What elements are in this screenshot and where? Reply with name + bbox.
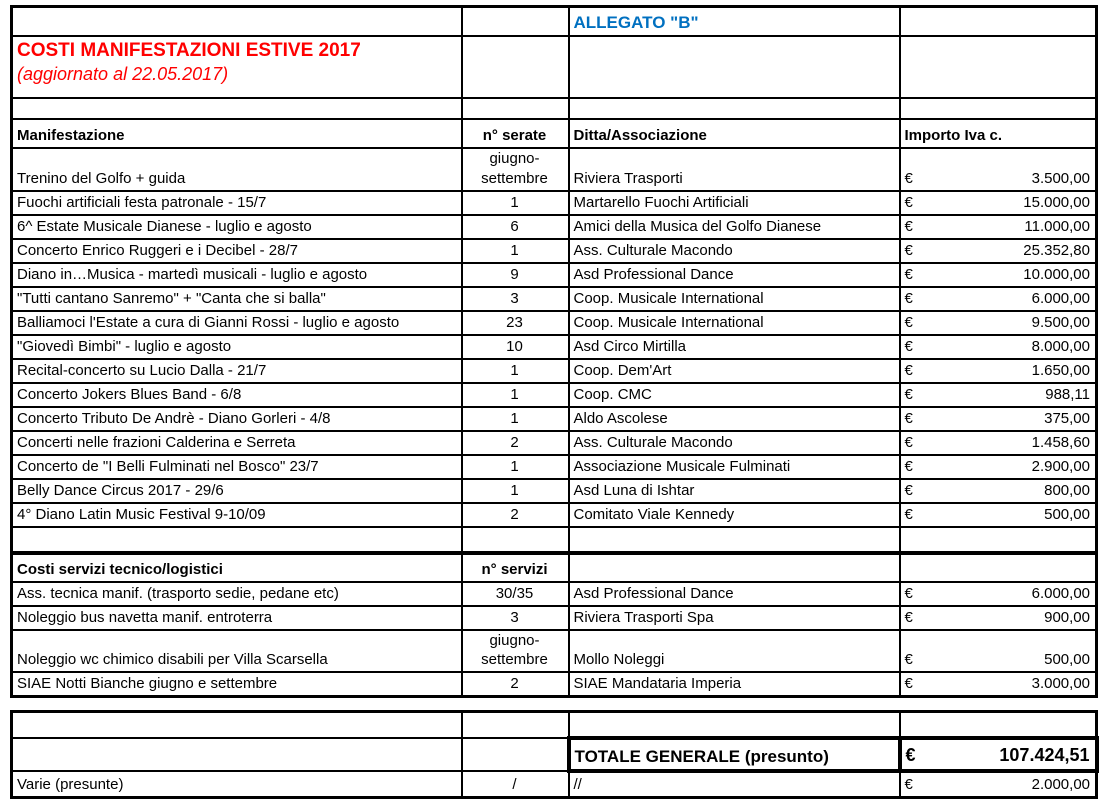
empty-cell bbox=[569, 712, 900, 739]
table-row bbox=[12, 455, 1097, 479]
ditta-cell: Aldo Ascolese bbox=[569, 407, 900, 431]
empty-cell bbox=[569, 527, 900, 553]
empty-cell bbox=[569, 36, 900, 98]
empty-cell bbox=[900, 7, 1097, 37]
table-row bbox=[12, 630, 1097, 673]
manifestazione-cell: Noleggio bus navetta manif. entroterra bbox=[12, 606, 462, 630]
euro-symbol: € bbox=[904, 217, 913, 235]
page-title: COSTI MANIFESTAZIONI ESTIVE 2017 bbox=[17, 40, 361, 61]
title-row bbox=[12, 36, 1097, 98]
ditta-cell: Asd Circo Mirtilla bbox=[569, 335, 900, 359]
euro-symbol: € bbox=[904, 776, 913, 794]
costs-table-top bbox=[12, 7, 1097, 149]
importo-cell bbox=[900, 407, 1097, 431]
importo-cell bbox=[900, 479, 1097, 503]
importo-amount: 1.650,00 bbox=[1031, 361, 1090, 379]
header-row bbox=[12, 119, 1097, 148]
manifestazione-cell: SIAE Notti Bianche giugno e settembre bbox=[12, 672, 462, 697]
allegato-label: ALLEGATO "B" bbox=[569, 7, 900, 37]
table-row bbox=[12, 359, 1097, 383]
events-rows bbox=[12, 148, 1097, 527]
importo-cell bbox=[900, 672, 1097, 697]
grand-total-amount: 107.424,51 bbox=[999, 745, 1090, 766]
importo-cell bbox=[900, 582, 1097, 606]
importo-cell bbox=[900, 215, 1097, 239]
euro-symbol: € bbox=[904, 385, 913, 403]
empty-cell bbox=[569, 98, 900, 119]
varie-row bbox=[12, 771, 1097, 798]
serate-cell: 30/35 bbox=[462, 582, 569, 606]
empty-cell bbox=[12, 98, 462, 119]
serate-cell: 10 bbox=[462, 335, 569, 359]
serate-cell: 3 bbox=[462, 606, 569, 630]
manifestazione-cell: Fuochi artificiali festa patronale - 15/7 bbox=[12, 191, 462, 215]
column-header-manifestazione: Manifestazione bbox=[12, 119, 462, 148]
importo-amount: 900,00 bbox=[1044, 608, 1090, 626]
manifestazione-cell: Balliamoci l'Estate a cura di Gianni Rossi - luglio e agosto bbox=[12, 311, 462, 335]
spacer-row bbox=[12, 98, 1097, 119]
euro-symbol: € bbox=[904, 505, 913, 523]
euro-symbol: € bbox=[904, 651, 913, 669]
manifestazione-cell: 4° Diano Latin Music Festival 9-10/09 bbox=[12, 503, 462, 527]
table-row bbox=[12, 582, 1097, 606]
euro-symbol: € bbox=[904, 361, 913, 379]
manifestazione-cell: Recital-concerto su Lucio Dalla - 21/7 bbox=[12, 359, 462, 383]
grand-total-row bbox=[12, 738, 1097, 771]
importo-cell bbox=[900, 630, 1097, 673]
importo-cell bbox=[900, 431, 1097, 455]
importo-amount: 3.000,00 bbox=[1031, 675, 1090, 693]
serate-cell: 2 bbox=[462, 431, 569, 455]
serate-cell: 1 bbox=[462, 239, 569, 263]
page-subtitle: (aggiornato al 22.05.2017) bbox=[17, 63, 229, 84]
importo-cell bbox=[900, 148, 1097, 191]
manifestazione-cell: Trenino del Golfo + guida bbox=[12, 148, 462, 191]
services-section-head bbox=[12, 527, 1097, 582]
ditta-cell: Coop. CMC bbox=[569, 383, 900, 407]
empty-cell bbox=[900, 527, 1097, 553]
varie-amount-cell bbox=[900, 771, 1097, 798]
manifestazione-cell: Concerto Tributo De Andrè - Diano Gorleri - 4/8 bbox=[12, 407, 462, 431]
ditta-cell: Ass. Culturale Macondo bbox=[569, 431, 900, 455]
table-row bbox=[12, 672, 1097, 697]
ditta-cell: Coop. Musicale International bbox=[569, 287, 900, 311]
ditta-cell: Riviera Trasporti Spa bbox=[569, 606, 900, 630]
serate-cell: 1 bbox=[462, 191, 569, 215]
manifestazione-cell: "Giovedì Bimbi" - luglio e agosto bbox=[12, 335, 462, 359]
empty-cell bbox=[462, 527, 569, 553]
manifestazione-cell: 6^ Estate Musicale Dianese - luglio e agosto bbox=[12, 215, 462, 239]
euro-symbol: € bbox=[904, 169, 913, 187]
ditta-cell: SIAE Mandataria Imperia bbox=[569, 672, 900, 697]
table-row bbox=[12, 311, 1097, 335]
varie-ditta: // bbox=[569, 771, 900, 798]
importo-cell bbox=[900, 239, 1097, 263]
spacer-row bbox=[12, 712, 1097, 739]
column-header-serate: n° serate bbox=[462, 119, 569, 148]
manifestazione-cell: Concerti nelle frazioni Calderina e Serreta bbox=[12, 431, 462, 455]
euro-symbol: € bbox=[904, 409, 913, 427]
empty-cell bbox=[462, 7, 569, 37]
ditta-cell: Mollo Noleggi bbox=[569, 630, 900, 673]
importo-cell bbox=[900, 287, 1097, 311]
serate-cell: 2 bbox=[462, 503, 569, 527]
manifestazione-cell: Concerto Jokers Blues Band - 6/8 bbox=[12, 383, 462, 407]
importo-amount: 3.500,00 bbox=[1031, 169, 1090, 187]
table-row bbox=[12, 239, 1097, 263]
empty-cell bbox=[462, 712, 569, 739]
ditta-cell: Martarello Fuochi Artificiali bbox=[569, 191, 900, 215]
importo-amount: 9.500,00 bbox=[1031, 313, 1090, 331]
importo-cell bbox=[900, 503, 1097, 527]
services-rows bbox=[12, 582, 1097, 697]
section-header-label: Costi servizi tecnico/logistici bbox=[12, 553, 462, 582]
euro-symbol: € bbox=[904, 457, 913, 475]
manifestazione-cell: Concerto Enrico Ruggeri e i Decibel - 28/7 bbox=[12, 239, 462, 263]
table-row bbox=[12, 431, 1097, 455]
serate-cell: 6 bbox=[462, 215, 569, 239]
empty-cell bbox=[12, 712, 462, 739]
importo-cell bbox=[900, 383, 1097, 407]
euro-symbol: € bbox=[904, 481, 913, 499]
grand-total-amount-cell bbox=[900, 738, 1097, 771]
serate-cell: 23 bbox=[462, 311, 569, 335]
table-row bbox=[12, 606, 1097, 630]
varie-label: Varie (presunte) bbox=[12, 771, 462, 798]
table-row bbox=[12, 263, 1097, 287]
empty-cell bbox=[462, 98, 569, 119]
euro-symbol: € bbox=[904, 313, 913, 331]
ditta-cell: Asd Professional Dance bbox=[569, 582, 900, 606]
importo-amount: 1.458,60 bbox=[1031, 433, 1090, 451]
ditta-cell: Comitato Viale Kennedy bbox=[569, 503, 900, 527]
serate-cell: giugno-settembre bbox=[462, 148, 569, 191]
empty-cell bbox=[900, 98, 1097, 119]
varie-serate: / bbox=[462, 771, 569, 798]
table-row bbox=[12, 383, 1097, 407]
manifestazione-cell: Diano in…Musica - martedì musicali - luglio e agosto bbox=[12, 263, 462, 287]
column-header-importo: Importo Iva c. bbox=[900, 119, 1097, 148]
euro-symbol: € bbox=[905, 745, 916, 766]
serate-cell: giugno-settembre bbox=[462, 630, 569, 673]
serate-cell: 1 bbox=[462, 479, 569, 503]
table-row bbox=[12, 335, 1097, 359]
document-title-cell bbox=[12, 36, 462, 98]
table-row bbox=[12, 287, 1097, 311]
costs-table bbox=[10, 5, 1098, 698]
allegato-row bbox=[12, 7, 1097, 37]
importo-amount: 6.000,00 bbox=[1031, 584, 1090, 602]
ditta-cell: Coop. Dem'Art bbox=[569, 359, 900, 383]
euro-symbol: € bbox=[904, 608, 913, 626]
table-row bbox=[12, 479, 1097, 503]
euro-symbol: € bbox=[904, 337, 913, 355]
importo-amount: 6.000,00 bbox=[1031, 289, 1090, 307]
importo-cell bbox=[900, 606, 1097, 630]
importo-amount: 15.000,00 bbox=[1023, 193, 1090, 211]
manifestazione-cell: "Tutti cantano Sanremo" + "Canta che si balla" bbox=[12, 287, 462, 311]
varie-amount: 2.000,00 bbox=[1031, 776, 1090, 794]
empty-cell bbox=[12, 738, 462, 771]
ditta-cell: Ass. Culturale Macondo bbox=[569, 239, 900, 263]
totals-table bbox=[10, 710, 1099, 799]
serate-cell: 1 bbox=[462, 455, 569, 479]
serate-cell: 1 bbox=[462, 359, 569, 383]
importo-cell bbox=[900, 191, 1097, 215]
spacer-row bbox=[12, 527, 1097, 553]
importo-cell bbox=[900, 311, 1097, 335]
ditta-cell: Coop. Musicale International bbox=[569, 311, 900, 335]
importo-amount: 375,00 bbox=[1044, 409, 1090, 427]
table-row bbox=[12, 215, 1097, 239]
euro-symbol: € bbox=[904, 675, 913, 693]
empty-cell bbox=[900, 36, 1097, 98]
manifestazione-cell: Ass. tecnica manif. (trasporto sedie, pedane etc) bbox=[12, 582, 462, 606]
table-row bbox=[12, 191, 1097, 215]
serate-cell: 1 bbox=[462, 383, 569, 407]
importo-amount: 2.900,00 bbox=[1031, 457, 1090, 475]
manifestazione-cell: Concerto de "I Belli Fulminati nel Bosco" 23/7 bbox=[12, 455, 462, 479]
table-row bbox=[12, 407, 1097, 431]
section-header-servizi: n° servizi bbox=[462, 553, 569, 582]
importo-amount: 10.000,00 bbox=[1023, 265, 1090, 283]
importo-amount: 11.000,00 bbox=[1024, 217, 1090, 235]
manifestazione-cell: Belly Dance Circus 2017 - 29/6 bbox=[12, 479, 462, 503]
ditta-cell: Asd Professional Dance bbox=[569, 263, 900, 287]
importo-amount: 800,00 bbox=[1044, 481, 1090, 499]
ditta-cell: Amici della Musica del Golfo Dianese bbox=[569, 215, 900, 239]
importo-amount: 8.000,00 bbox=[1031, 337, 1090, 355]
euro-symbol: € bbox=[904, 241, 913, 259]
empty-cell bbox=[569, 553, 900, 582]
serate-cell: 9 bbox=[462, 263, 569, 287]
services-header-row bbox=[12, 553, 1097, 582]
euro-symbol: € bbox=[904, 433, 913, 451]
euro-symbol: € bbox=[904, 193, 913, 211]
empty-cell bbox=[12, 7, 462, 37]
importo-cell bbox=[900, 455, 1097, 479]
serate-cell: 2 bbox=[462, 672, 569, 697]
table-row bbox=[12, 148, 1097, 191]
empty-cell bbox=[900, 712, 1097, 739]
empty-cell bbox=[12, 527, 462, 553]
importo-cell bbox=[900, 359, 1097, 383]
serate-cell: 3 bbox=[462, 287, 569, 311]
column-header-ditta: Ditta/Associazione bbox=[569, 119, 900, 148]
ditta-cell: Asd Luna di Ishtar bbox=[569, 479, 900, 503]
table-row bbox=[12, 503, 1097, 527]
grand-total-label: TOTALE GENERALE (presunto) bbox=[569, 738, 900, 771]
importo-amount: 500,00 bbox=[1044, 651, 1090, 669]
importo-amount: 500,00 bbox=[1044, 505, 1090, 523]
ditta-cell: Associazione Musicale Fulminati bbox=[569, 455, 900, 479]
importo-cell bbox=[900, 335, 1097, 359]
euro-symbol: € bbox=[904, 584, 913, 602]
empty-cell bbox=[462, 36, 569, 98]
manifestazione-cell: Noleggio wc chimico disabili per Villa Scarsella bbox=[12, 630, 462, 673]
empty-cell bbox=[462, 738, 569, 771]
serate-cell: 1 bbox=[462, 407, 569, 431]
ditta-cell: Riviera Trasporti bbox=[569, 148, 900, 191]
importo-amount: 988,11 bbox=[1045, 385, 1090, 403]
importo-cell bbox=[900, 263, 1097, 287]
euro-symbol: € bbox=[904, 289, 913, 307]
empty-cell bbox=[900, 553, 1097, 582]
importo-amount: 25.352,80 bbox=[1023, 241, 1090, 259]
euro-symbol: € bbox=[904, 265, 913, 283]
